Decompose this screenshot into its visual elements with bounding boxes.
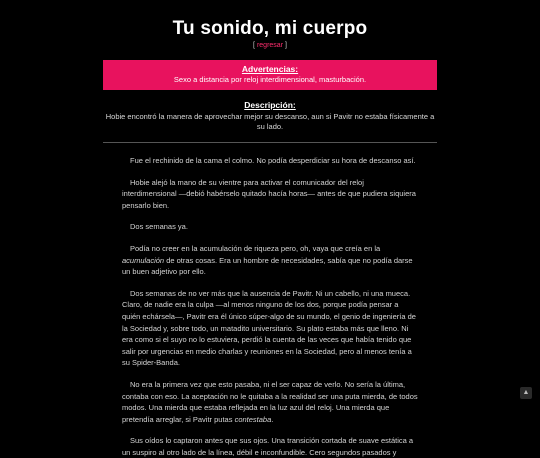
- story-emphasis: acumulación: [122, 255, 165, 265]
- story-emphasis: contestaba: [234, 414, 272, 424]
- story-paragraph: Fue el rechinido de la cama el colmo. No podía desperdiciar su hora de descanso así.: [130, 156, 416, 165]
- story-paragraph: [122, 243, 418, 278]
- story-text-span: No era la primera vez que esto pasaba, ni el ser capaz de verlo. No sería la última, contaba con eso. La aceptación no le quitaba a la realidad ser una puta mierda, de todos modos. Una mierda que estaba reflejada en la luz azul del reloj. Una mierda que pretendía arreglar, si Pavitr putas: [122, 379, 418, 424]
- story-paragraph: Dos semanas de no ver más que la ausencia de Pavitr. Ni un cabello, ni una mueca. Claro, de nadie era la culpa —al menos ninguno de los dos, porque podía pensar a quién echársela—, Pavitr era él único súper-algo de su mundo, el genio de ingeniería de la Sociedad y, sobre todo, un matadito universitario. Su plato estaba más que lleno. Ni era como si el suyo no lo estuviera, perdió la cuenta de las veces que había tenido que salir por urgencias en medio charlas y reuniones en la Sociedad, pero al menos tenía a su Spider-Banda.: [122, 288, 416, 368]
- warnings-box: [103, 60, 437, 90]
- back-link[interactable]: regresar: [256, 42, 284, 49]
- description-text: Hobie encontró la manera de aprovechar mejor su descanso, aun si Pavitr no estaba físicamente a su lado.: [105, 112, 435, 131]
- scroll-to-top-icon[interactable]: ▲: [520, 387, 532, 399]
- story-text-span: Podía no creer en la acumulación de riqueza pero, oh, vaya que creía en la: [130, 243, 381, 253]
- warnings-text: Sexo a distancia por reloj interdimensional, masturbación.: [173, 75, 367, 84]
- page-title: Tu sonido, mi cuerpo: [172, 18, 368, 39]
- warnings-heading: Advertencias:: [241, 64, 299, 74]
- story-text: [122, 155, 418, 458]
- bracket-open: [: [253, 42, 255, 49]
- bracket-close: ]: [284, 42, 287, 49]
- story-paragraph: [122, 379, 418, 425]
- story-text-span: .: [271, 414, 274, 424]
- story-text-span: de otras cosas. Era un hombre de necesidades, sabía que no podía darse un buen adjetivo por ello.: [122, 255, 413, 277]
- story-paragraph: Dos semanas ya.: [130, 222, 188, 232]
- divider: [103, 142, 437, 143]
- story-paragraph: Sus oídos lo captaron antes que sus ojos. Una transición cortada de suave estática a un suspiro al otro lado de la línea, débil e inconfundible. Cero segundos pasados y: [122, 436, 414, 457]
- story-paragraph: Hobie alejó la mano de su vientre para activar el comunicador del reloj interdimensional —debió habérselo quitado hacía horas— antes de que pudiera siquiera pensarlo bien.: [122, 177, 416, 210]
- back-link-row: [0, 40, 540, 51]
- description-box: [103, 100, 437, 132]
- description-heading: Descripción:: [244, 100, 296, 110]
